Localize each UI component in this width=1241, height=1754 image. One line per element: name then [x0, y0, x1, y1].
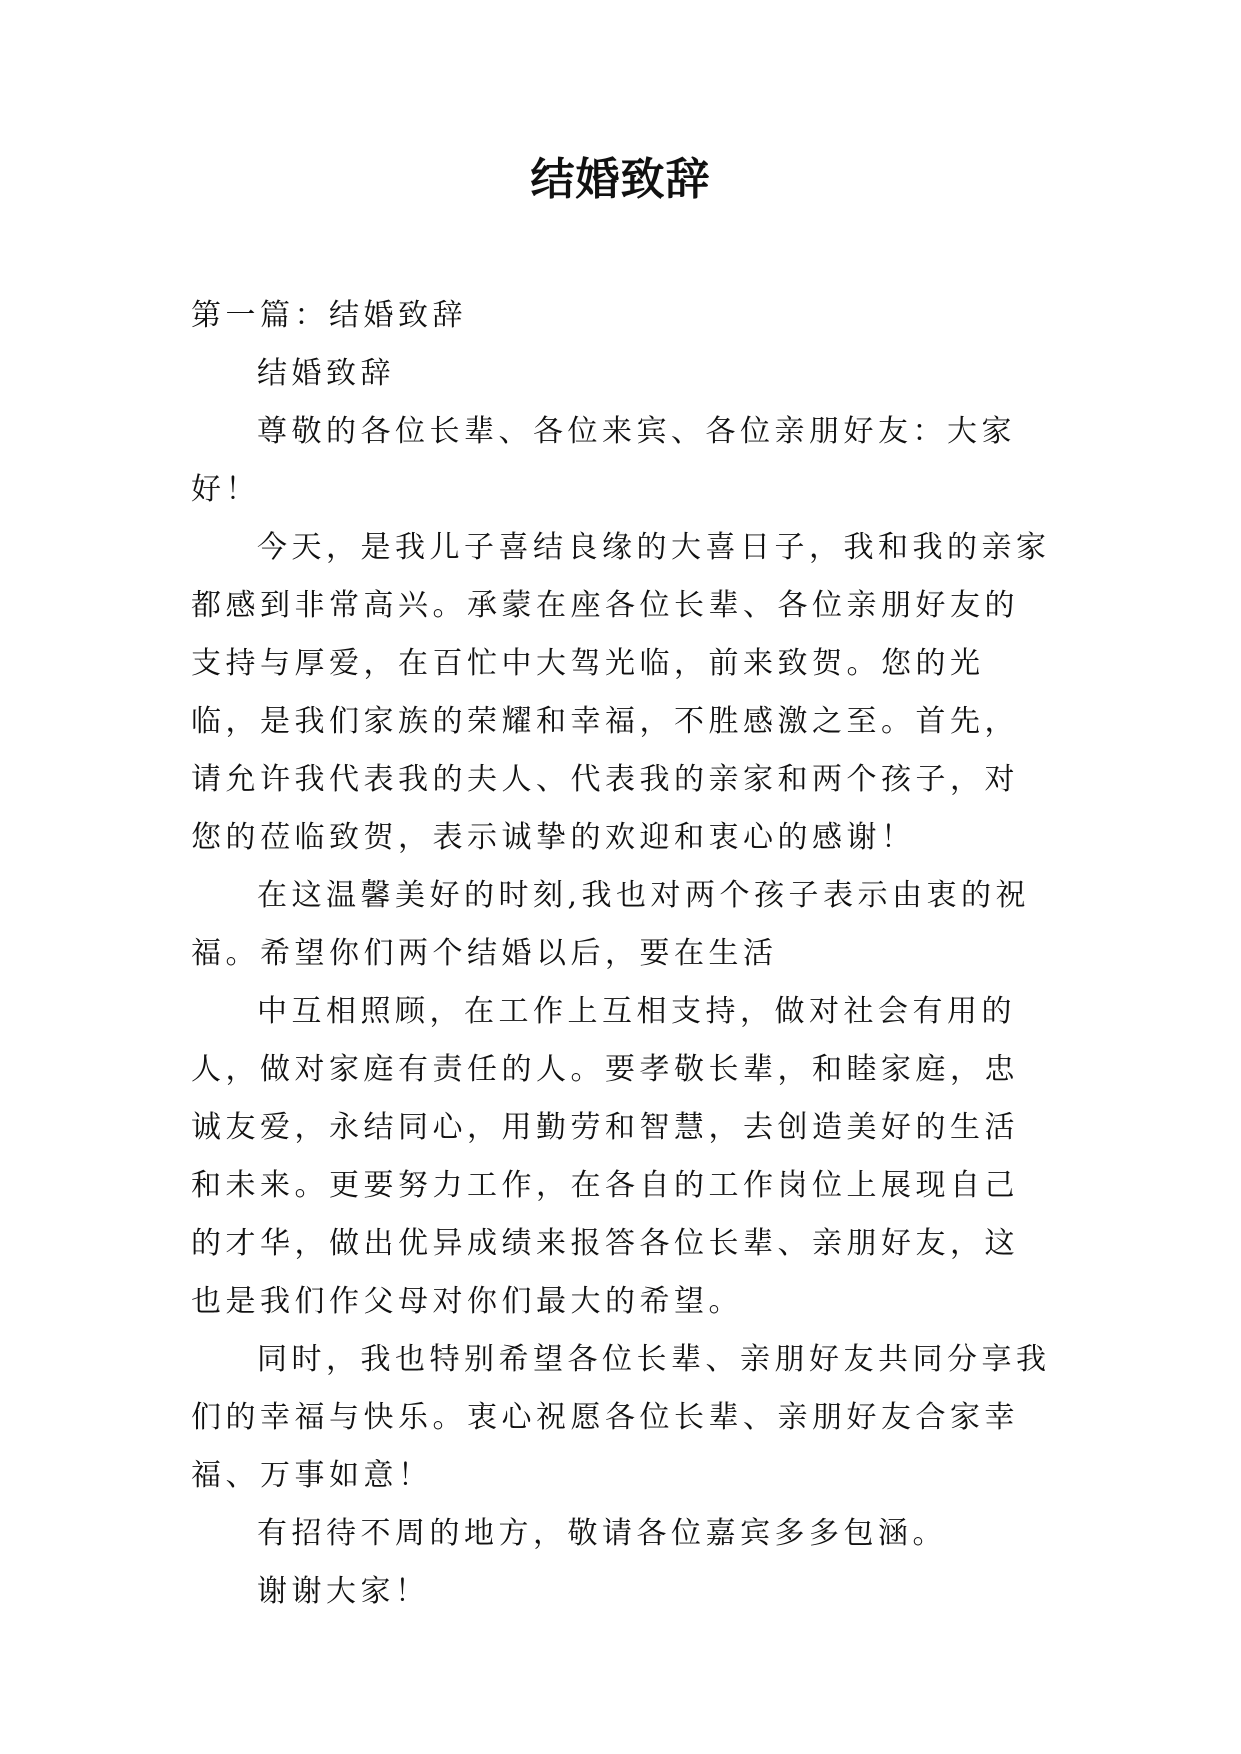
body-paragraph: 今天，是我儿子喜结良缘的大喜日子，我和我的亲家都感到非常高兴。承蒙在座各位长辈、各位亲朋好友的支持与厚爱，在百忙中大驾光临，前来致贺。您的光临，是我们家族的荣耀和幸福，不胜感激之至。首先，请允许我代表我的夫人、代表我的亲家和两个孩子，对您的莅临致贺，表示诚挚的欢迎和衷心的感谢！	[191, 530, 1051, 855]
section-heading: 第一篇：结婚致辞	[191, 298, 467, 333]
body-paragraph: 在这温馨美好的时刻,我也对两个孩子表示由衷的祝福。希望你们两个结婚以后，要在生活	[191, 878, 1031, 971]
body-paragraph: 中互相照顾，在工作上互相支持，做对社会有用的人，做对家庭有责任的人。要孝敬长辈，和睦家庭，忠诚友爱，永结同心，用勤劳和智慧，去创造美好的生活和未来。更要努力工作，在各自的工作岗位上展现自己的才华，做出优异成绩来报答各位长辈、亲朋好友，这也是我们作父母对你们最大的希望。	[191, 994, 1019, 1319]
body-paragraph: 同时，我也特别希望各位长辈、亲朋好友共同分享我们的幸福与快乐。衷心祝愿各位长辈、亲朋好友合家幸福、万事如意！	[191, 1342, 1051, 1493]
document-body	[191, 287, 1051, 1621]
document-title: 结婚致辞	[530, 154, 711, 205]
speech-title: 结婚致辞	[257, 356, 395, 391]
closing-paragraph: 谢谢大家！	[257, 1574, 430, 1609]
body-paragraph: 有招待不周的地方，敬请各位嘉宾多多包涵。	[257, 1516, 947, 1551]
salutation-paragraph: 尊敬的各位长辈、各位来宾、各位亲朋好友：大家好！	[191, 414, 1016, 507]
